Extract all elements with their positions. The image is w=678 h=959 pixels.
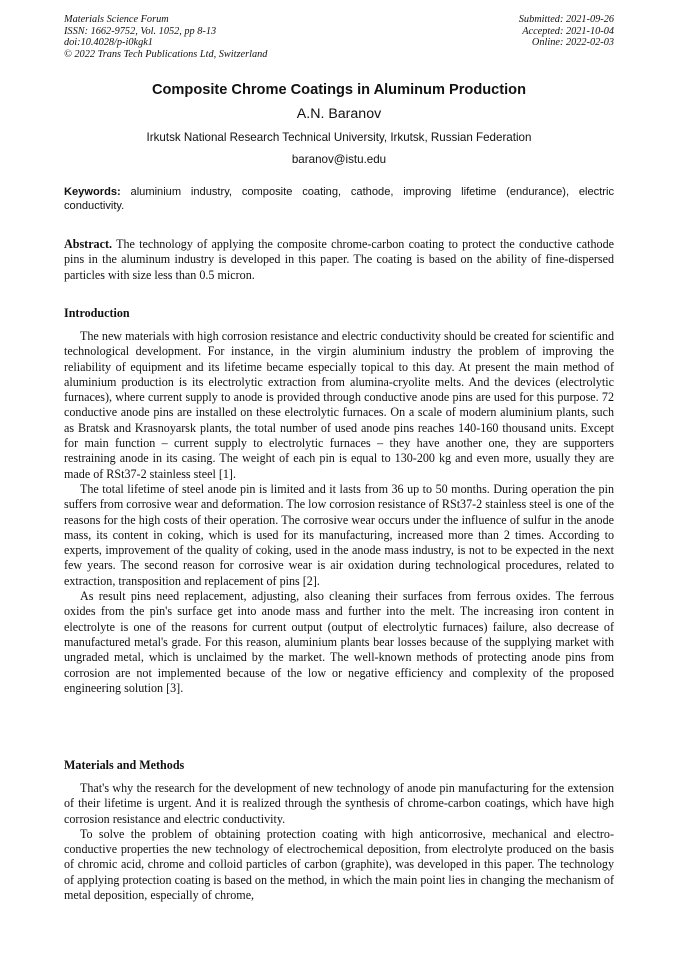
paragraph: As result pins need replacement, adjusting, also cleaning their surfaces from ferrous oxides. The ferrous oxides from the pin's surface get into anode mass and further into the melt. The increasing iron content in electrolyte is one of the reasons for current output (output of electrolytic furnaces) failure, also decrease of manufactured metal's grade. For this reason, aluminium plants bear losses because of the supplying market with ungraded metal, which is unclaimed by the market. The well-known methods of protecting anode pins from corrosion are not implemented because of the low or negative efficiency and complexity of the proposed engineering solution [3]. [64, 589, 614, 695]
paper-title: Composite Chrome Coatings in Aluminum Production [151, 82, 527, 98]
accepted-date: Accepted: 2021-10-04 [522, 25, 614, 37]
paragraph: To solve the problem of obtaining protection coating with high anticorrosive, mechanical and electro-conductive properties the new technology of electrochemical deposition, from electrolyte produced on the basis of chromic acid, chrome and colloid particles of carbon (graphite), was developed in this paper. The technology of applying protection coating is based on the method, in which the main point lies in changing the mechanism of metal deposition, especially of chrome, [64, 826, 614, 903]
paragraph: The total lifetime of steel anode pin is limited and it lasts from 36 up to 50 months. During operation the pin suffers from corrosive wear and deformation. The low corrosion resistance of RSt37-2 stainless steel is one of the reasons for the high costs of their operation. The corrosive wear occurs under the influence of sulfur in the anode mass, its content in coking, which is used for its manufacturing, increased more than 2 times. According to experts, improvement of the quality of coking, used in the anode mass industry, is not to be expected in the next few years. The second reason for corrosive wear is air oxidation during technological procedures, related to extraction, transposition and replacement of pins [2]. [64, 481, 614, 588]
author-email[interactable]: baranov@istu.edu [291, 153, 387, 166]
submitted-date: Submitted: 2021-09-26 [518, 14, 614, 25]
journal-name: Materials Science Forum [64, 14, 169, 25]
paragraph: The new materials with high corrosion resistance and electric conductivity should be created for scientific and technological development. For instance, in the virgin aluminium industry the problem of improving the reliability of equipment and its lifetime became especially topical to this day. At present the main method of aluminium production is its electrolytic extraction from alumina-cryolite melts. And the devices (electrolytic furnaces), where current supply to anode is provided through conductive anode pins are used for this purpose. 72 conductive anode pins are installed on these electrolytic furnaces. On a scale of modern aluminium plants, such as Bratsk and Krasnoyarsk plants, the total number of used anode pins reaches 140-160 thousand units. Except for main function – current supply to electrolytic furnaces – they have another one, they are supporters restraining anode in its casing. The weight of each pin is equal to 130-200 kg and even more, usually they are made of RSt37-2 stainless steel [1]. [64, 329, 614, 481]
doi-line: doi:10.4028/p-i0kgk1 [64, 37, 153, 49]
journal-info [64, 14, 267, 60]
keywords-label: Keywords: [64, 186, 121, 198]
issn-line: ISSN: 1662-9752, Vol. 1052, pp 8-13 [64, 25, 217, 37]
abstract [64, 237, 614, 283]
paragraph: That's why the research for the development of new technology of anode pin manufacturing for the extension of their lifetime is urgent. And it is realized through the synthesis of chrome-carbon coatings, which have high corrosion resistance and electric conductivity. [64, 781, 614, 826]
keywords [64, 185, 614, 213]
introduction-section [64, 329, 614, 696]
introduction-heading: Introduction [64, 306, 130, 320]
submission-dates [519, 14, 614, 49]
copyright-line: © 2022 Trans Tech Publications Ltd, Switzerland [64, 48, 268, 60]
methods-section [64, 781, 614, 903]
methods-heading: Materials and Methods [64, 758, 185, 772]
keywords-text: aluminium industry, composite coating, cathode, improving lifetime (endurance), electric conductivity. [64, 186, 614, 213]
abstract-label: Abstract. [64, 237, 113, 251]
author-affiliation: Irkutsk National Research Technical University, Irkutsk, Russian Federation [146, 131, 532, 144]
online-date: Online: 2022-02-03 [531, 37, 614, 49]
author-name: A.N. Baranov [296, 106, 382, 122]
abstract-text: The technology of applying the composite chrome-carbon coating to protect the conductive cathode pins in the aluminum industry is developed in this paper. The coating is based on the ability of fine-dispersed particles with size less than 0.5 micron. [64, 237, 614, 282]
